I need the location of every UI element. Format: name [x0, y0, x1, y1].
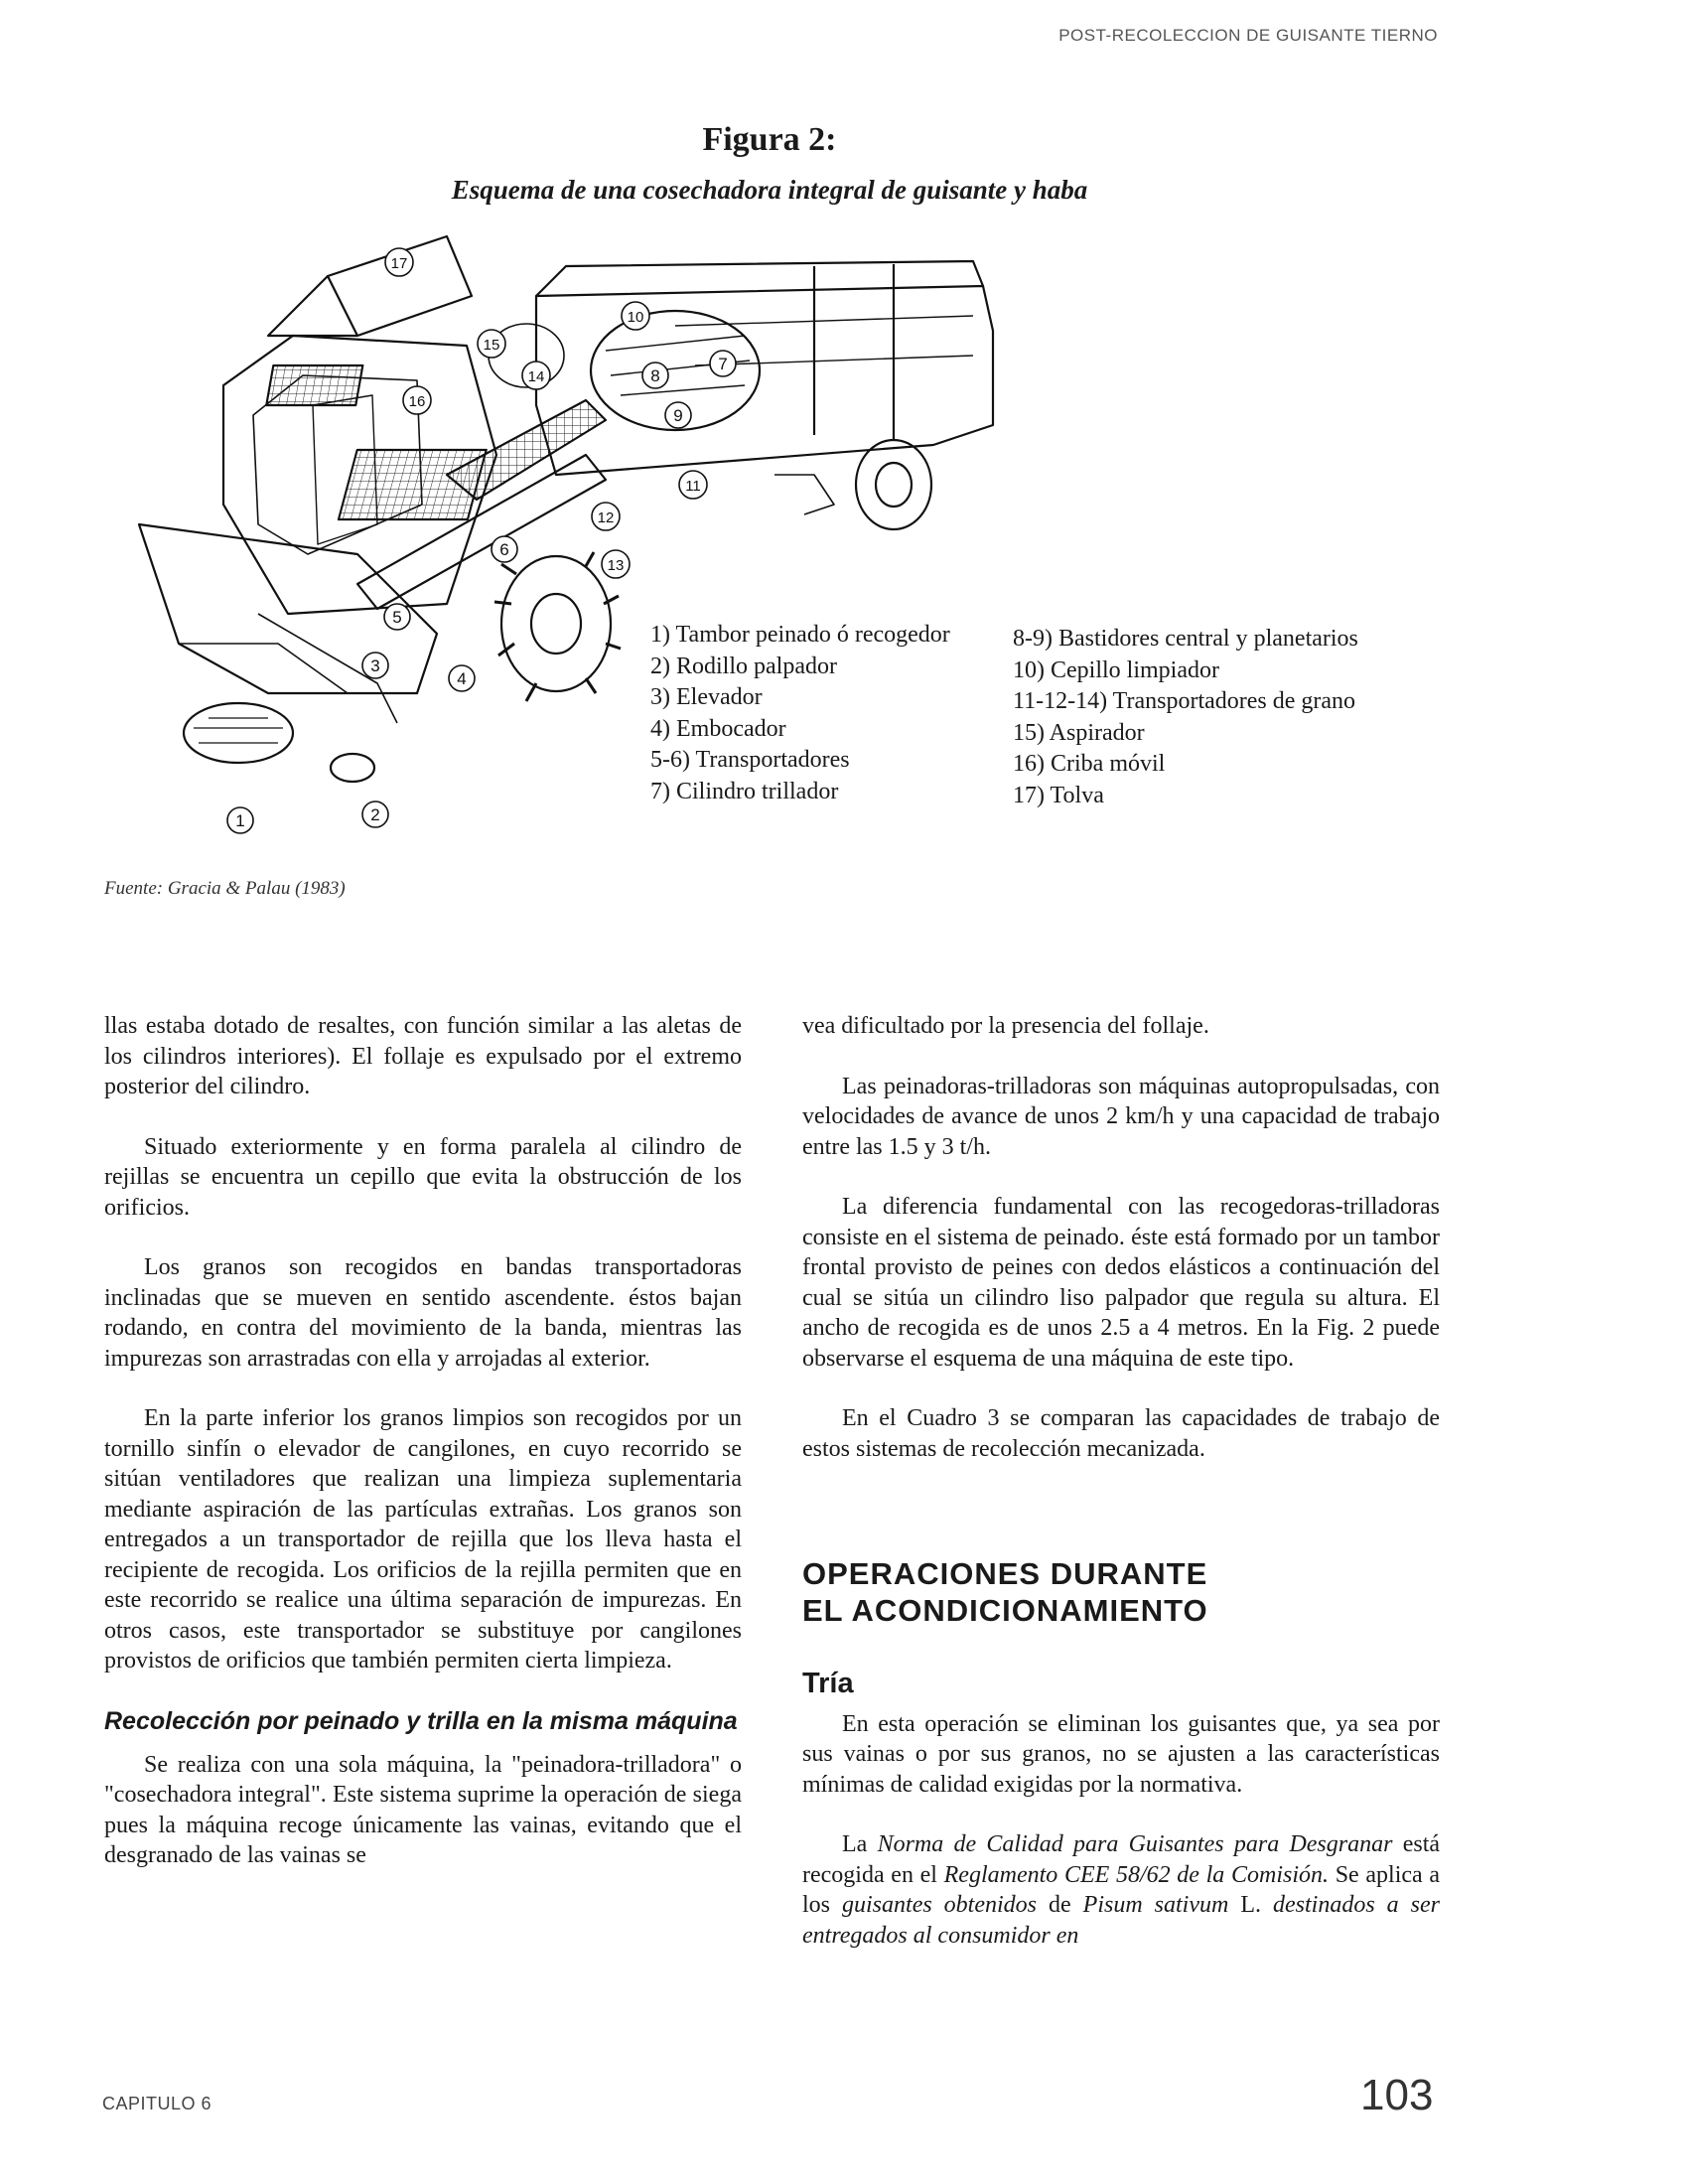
paragraph: La diferencia fundamental con las recogedoras-trilladoras consiste en el sistema de peinado. éste está formado por un tambor frontal provisto de peines con dedos elásticos a continuación del cual se sitúa un cilindro liso palpador que regula su altura. El ancho de recogida es de unos 2.5 a 4 metros. En la Fig. 2 puede observarse el esquema de una máquina de este tipo.: [802, 1194, 1440, 1372]
svg-text:8: 8: [650, 366, 660, 385]
legend-item: 16) Criba móvil: [1013, 751, 1166, 777]
svg-text:1: 1: [235, 811, 245, 830]
legend-item: 17) Tolva: [1013, 782, 1104, 808]
callout-13: [602, 550, 630, 578]
callout-6: [492, 536, 517, 562]
svg-text:7: 7: [718, 355, 728, 373]
callout-4: [449, 665, 475, 691]
callout-5: [384, 604, 410, 630]
callout-7: [710, 351, 736, 376]
svg-text:4: 4: [457, 669, 467, 688]
chapter-label: CAPITULO 6: [102, 2094, 212, 2113]
paragraph: Los granos son recogidos en bandas transportadoras inclinadas que se mueven en sentido ascendente. éstos bajan rodando, en contra del movimiento de la banda, mientras las impurezas son arrastradas con ella y arrojadas al exterior.: [104, 1254, 742, 1372]
front-wheel: [501, 556, 611, 691]
harvester-body: [536, 286, 993, 475]
svg-text:12: 12: [597, 510, 615, 526]
callout-8: [642, 363, 668, 388]
svg-text:5: 5: [392, 608, 402, 627]
svg-text:16: 16: [408, 393, 426, 410]
svg-text:13: 13: [607, 557, 625, 574]
svg-text:10: 10: [627, 309, 644, 326]
callout-17: [385, 248, 413, 276]
legend-item: 15) Aspirador: [1013, 719, 1145, 746]
legend-item: 2) Rodillo palpador: [650, 653, 837, 679]
callout-11: [679, 471, 707, 499]
legend-item: 1) Tambor peinado ó recogedor: [650, 622, 950, 648]
svg-text:11: 11: [685, 478, 701, 495]
paragraph: En el Cuadro 3 se comparan las capacidades de trabajo de estos sistemas de recolección mecanizada.: [802, 1405, 1440, 1462]
running-header: POST-RECOLECCION DE GUISANTE TIERNO: [1058, 26, 1438, 45]
callout-3: [362, 653, 388, 678]
svg-text:6: 6: [499, 540, 509, 559]
callout-10: [622, 302, 649, 330]
legend-item: 11-12-14) Transportadores de grano: [1013, 688, 1356, 714]
svg-text:2: 2: [370, 805, 380, 824]
section-heading-line: EL ACONDICIONAMIENTO: [802, 1593, 1208, 1628]
section-heading: [802, 1555, 1440, 1629]
right-column: [802, 1011, 1440, 1980]
callout-14: [522, 362, 550, 389]
figure-caption: Esquema de una cosechadora integral de guisante y haba: [451, 175, 1088, 205]
section-heading-line: OPERACIONES DURANTE: [802, 1556, 1208, 1591]
paragraph: Las peinadoras-trilladoras son máquinas autopropulsadas, con velocidades de avance de unos 2 km/h y una capacidad de trabajo entre las 1.5 y 3 t/h.: [802, 1073, 1440, 1160]
paragraph: Se realiza con una sola máquina, la "peinadora-trilladora" o "cosechadora integral". Este sistema suprime la operación de siega pues la máquina recoge únicamente las vainas, evitando que el desgranado de las vainas se: [104, 1751, 742, 1868]
callout-9: [665, 402, 691, 428]
paragraph: En la parte inferior los granos limpios son recogidos por un tornillo sinfín o elevador de cangilones, en cuyo recorrido se sitúan ventiladores que realizan una limpieza suplementaria mediante aspiración de las partículas extrañas. Los granos son entregados a un transportador de rejilla que los lleva hasta el recipiente de recogida. Los orificios de la rejilla permiten que en este recorrido se realice una última separación de impurezas. En otros casos, este transportador se substituye por cangilones provistos de orificios que también permiten cierta limpieza.: [104, 1405, 742, 1674]
paragraph: La Norma de Calidad para Guisantes para Desgranar está recogida en el Reglamento CEE 58/62 de la Comisión. Se aplica a los guisantes obtenidos de Pisum sativum L. destinados a ser entregados al consumidor en: [802, 1831, 1441, 1949]
minor-heading: Tría: [802, 1668, 854, 1699]
legend-item: 8-9) Bastidores central y planetarios: [1013, 626, 1358, 652]
svg-text:9: 9: [673, 406, 683, 425]
callout-12: [592, 503, 620, 530]
callout-16: [403, 386, 431, 414]
paragraph: Situado exteriormente y en forma paralela al cilindro de rejillas se encuentra un cepillo que evita la obstrucción de los orificios.: [104, 1133, 742, 1221]
callout-1: [227, 807, 253, 833]
figure-source: Fuente: Gracia & Palau (1983): [104, 878, 346, 899]
left-column: [104, 1011, 742, 1901]
svg-text:15: 15: [483, 337, 500, 354]
svg-text:14: 14: [527, 368, 545, 385]
page-number: 103: [1360, 2071, 1434, 2119]
figure-legend-left: [650, 620, 950, 807]
svg-text:17: 17: [390, 255, 408, 272]
callout-15: [478, 330, 505, 358]
legend-item: 3) Elevador: [650, 684, 763, 710]
paragraph: vea dificultado por la presencia del follaje.: [802, 1013, 1209, 1039]
legend-item: 7) Cilindro trillador: [650, 778, 839, 804]
legend-item: 10) Cepillo limpiador: [1013, 656, 1219, 683]
svg-text:3: 3: [370, 656, 380, 675]
rear-wheel: [856, 440, 931, 529]
paragraph: En esta operación se eliminan los guisantes que, ya sea por sus vainas o por sus granos, no se ajusten a las características mínimas de calidad exigidas por la normativa.: [802, 1710, 1440, 1798]
legend-item: 4) Embocador: [650, 715, 786, 742]
legend-item: 5-6) Transportadores: [650, 747, 850, 773]
paragraph: llas estaba dotado de resaltes, con función similar a las aletas de los cilindros interiores). El follaje es expulsado por el extremo posterior del cilindro.: [104, 1013, 742, 1099]
figure-title: Figura 2:: [702, 121, 837, 158]
pickup-drum: [184, 703, 293, 763]
subheading: Recolección por peinado y trilla en la misma máquina: [104, 1706, 738, 1735]
figure-legend-right: [1013, 624, 1358, 811]
callout-2: [362, 801, 388, 827]
